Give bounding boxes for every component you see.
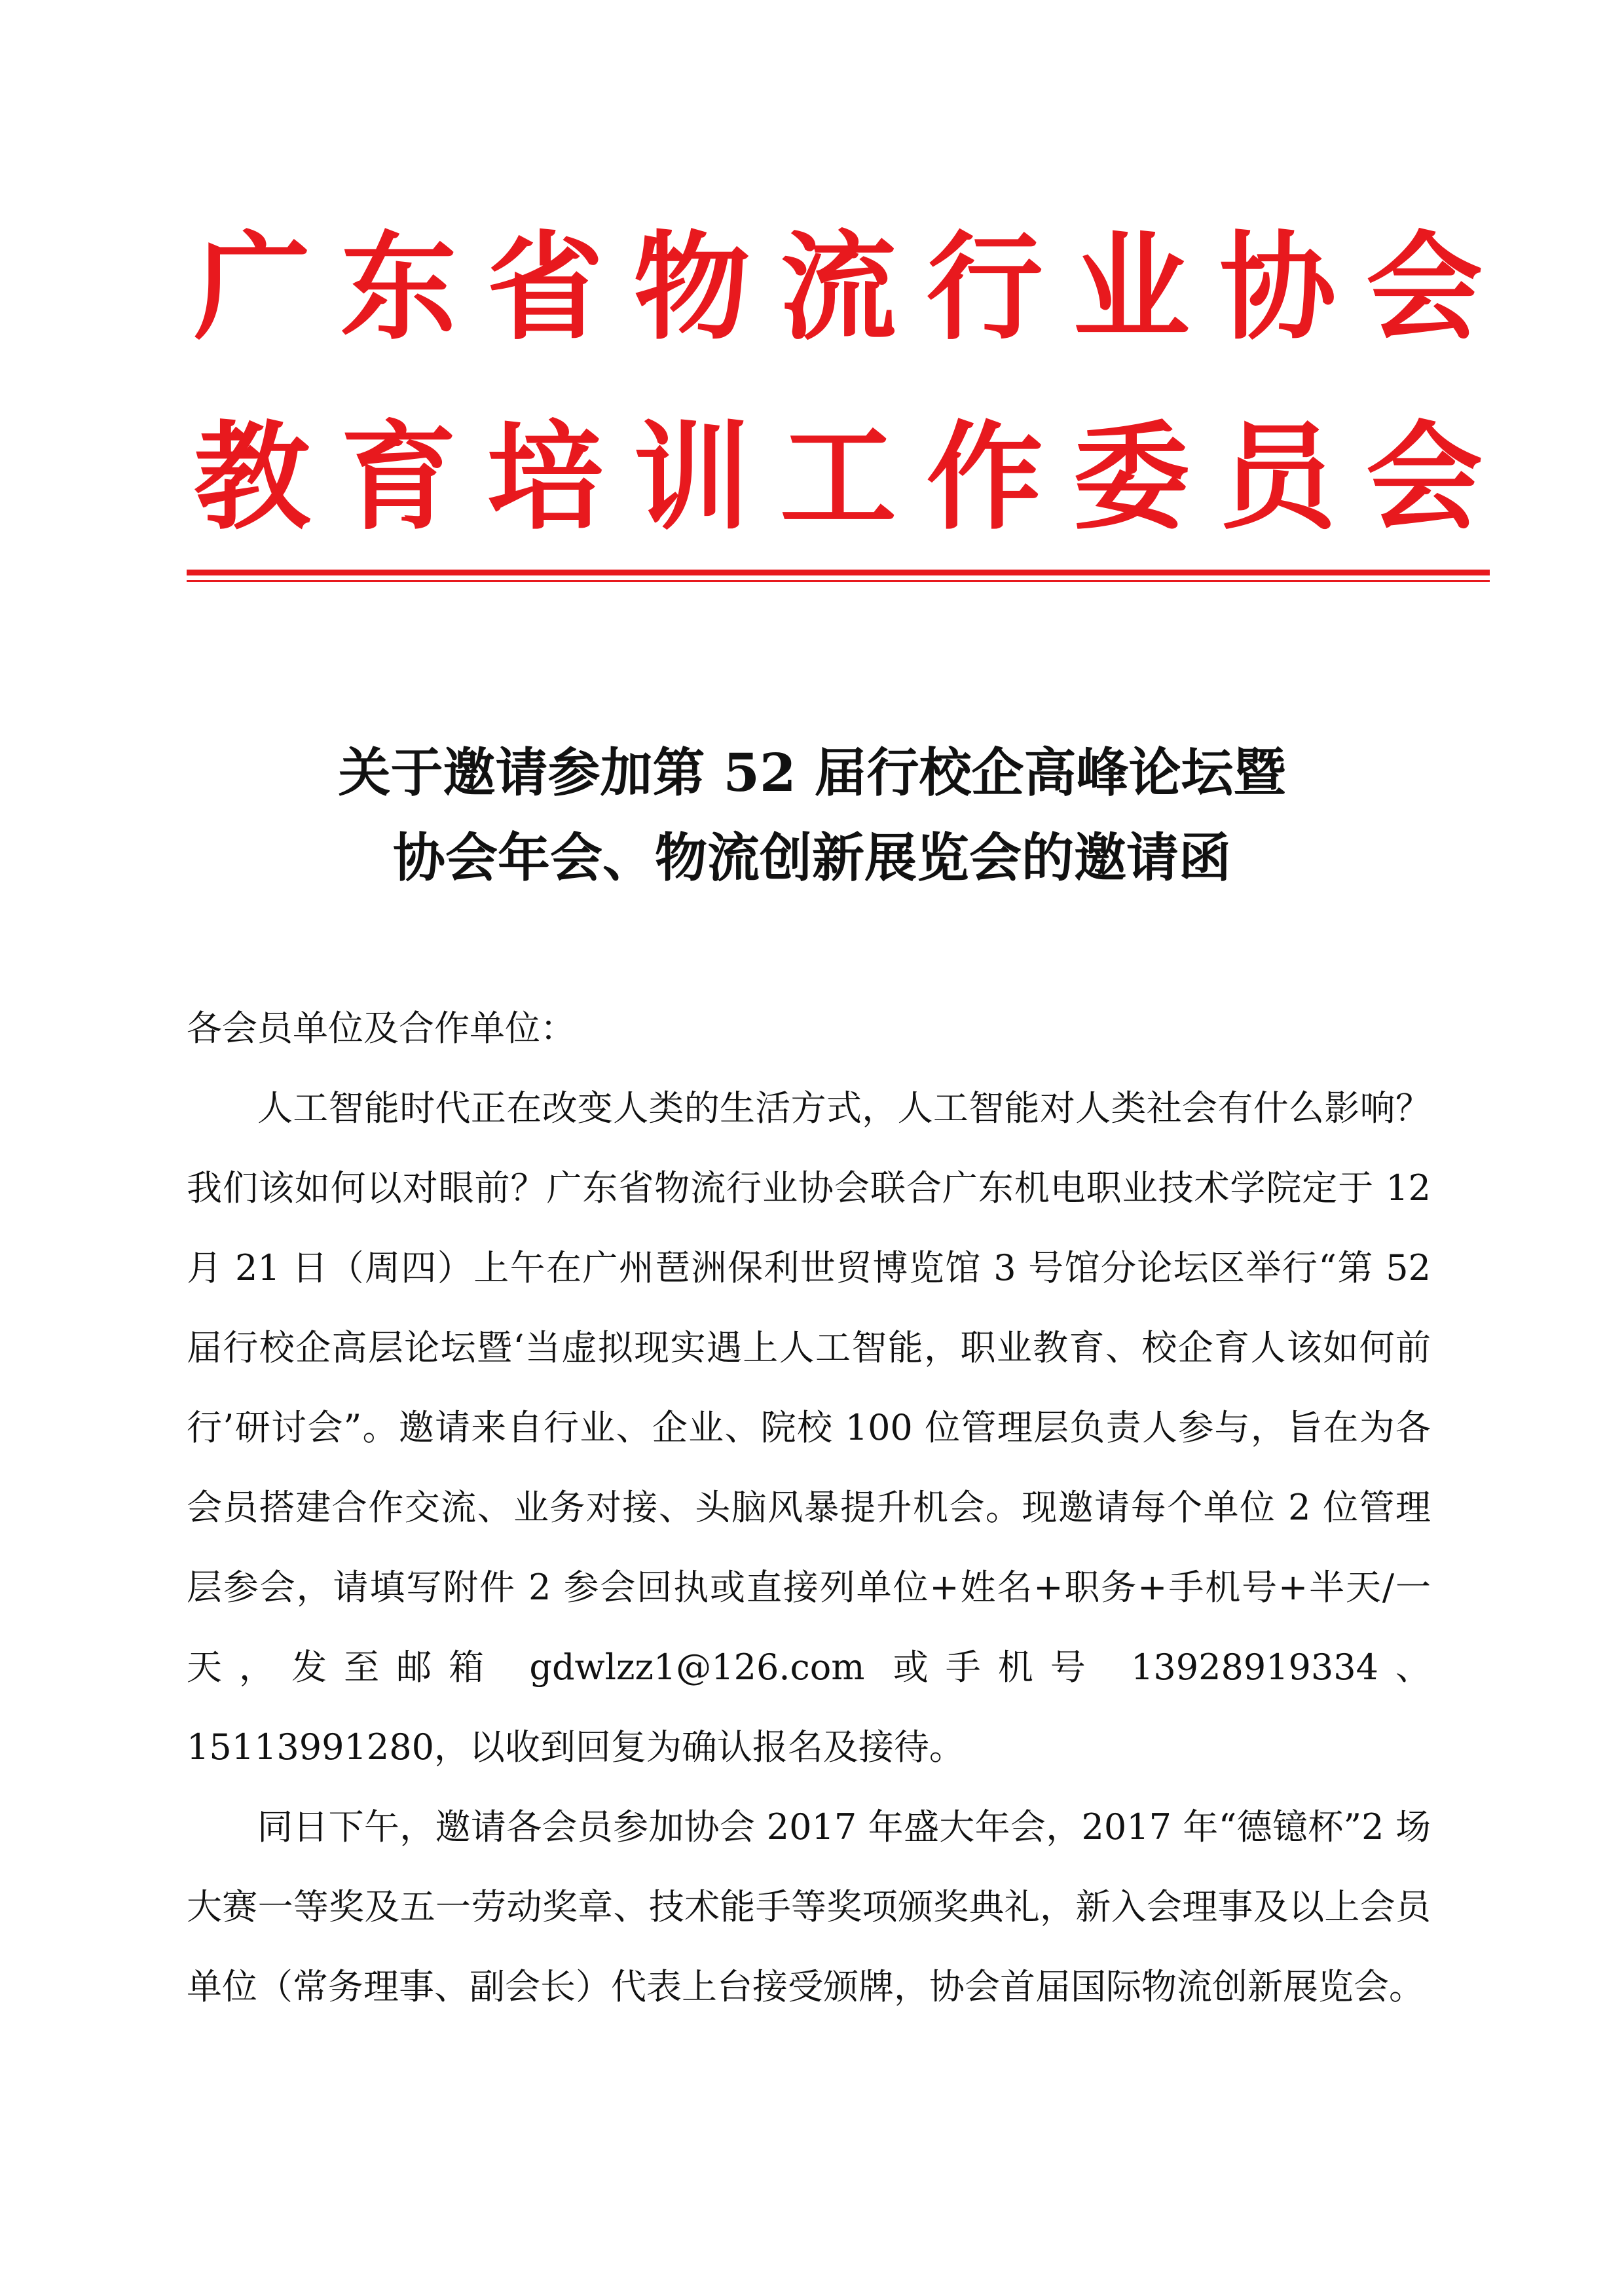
letterhead-char: 东 <box>340 220 457 355</box>
letterhead-char: 会 <box>1366 410 1483 545</box>
letterhead-char: 教 <box>194 410 310 545</box>
letterhead-char: 训 <box>633 410 750 545</box>
letterhead-char: 育 <box>340 410 457 545</box>
letterhead-char: 员 <box>1219 410 1337 545</box>
letterhead-char: 协 <box>1219 220 1337 355</box>
letterhead-line-2 <box>187 412 1490 543</box>
document-title-line-1: 关于邀请参加第 52 届行校企高峰论坛暨 <box>338 742 1286 803</box>
letterhead-divider-thick <box>187 570 1490 575</box>
letterhead-divider-thin <box>187 580 1490 582</box>
letterhead <box>187 220 1490 545</box>
letterhead-char: 作 <box>926 410 1043 545</box>
letterhead-char: 物 <box>633 220 750 355</box>
letterhead-char: 行 <box>926 220 1043 355</box>
body-paragraph-1: 人工智能时代正在改变人类的生活方式，人工智能对人类社会有什么影响？我们该如何以对眼前？广东省物流行业协会联合广东机电职业技术学院定于 12 月 21 日（周四）上午在广州琶洲保利世贸博览馆 3 号馆分论坛区举行“第 52 届行校企高层论坛暨‘当虚拟现实遇上人工智能，职业教育、校企育人该如何前行’研讨会”。邀请来自行业、企业、院校 100 位管理层负责人参与，旨在为各会员搭建合作交流、业务对接、头脑风暴提升机会。现邀请每个单位 2 位管理层参会，请填写附件 2 参会回执或直接列单位+姓名+职务+手机号+半天/一天，发至邮箱 gdwlzz1@126.com 或手机号 13928919334、15113991280，以收到回复为确认报名及接待。 <box>187 1087 1431 1768</box>
salutation: 各会员单位及合作单位： <box>187 1008 576 1049</box>
document-title-line-2: 协会年会、物流创新展览会的邀请函 <box>393 827 1231 888</box>
letterhead-char: 广 <box>194 220 310 355</box>
letterhead-char: 流 <box>780 220 896 355</box>
letterhead-char: 会 <box>1366 220 1483 355</box>
letterhead-line-1 <box>187 220 1490 355</box>
letterhead-char: 省 <box>487 220 604 355</box>
letterhead-char: 工 <box>780 410 896 545</box>
letterhead-char: 委 <box>1073 410 1190 545</box>
body-paragraph-2: 同日下午，邀请各会员参加协会 2017 年盛大年会，2017 年“德镱杯”2 场大赛一等奖及五一劳动奖章、技术能手等奖项颁奖典礼，新入会理事及以上会员单位（常务理事、副会长）代表上台接受颁牌，协会首届国际物流创新展览会。 <box>187 1806 1431 2007</box>
letterhead-char: 业 <box>1073 220 1190 355</box>
letterhead-char: 培 <box>487 410 604 545</box>
